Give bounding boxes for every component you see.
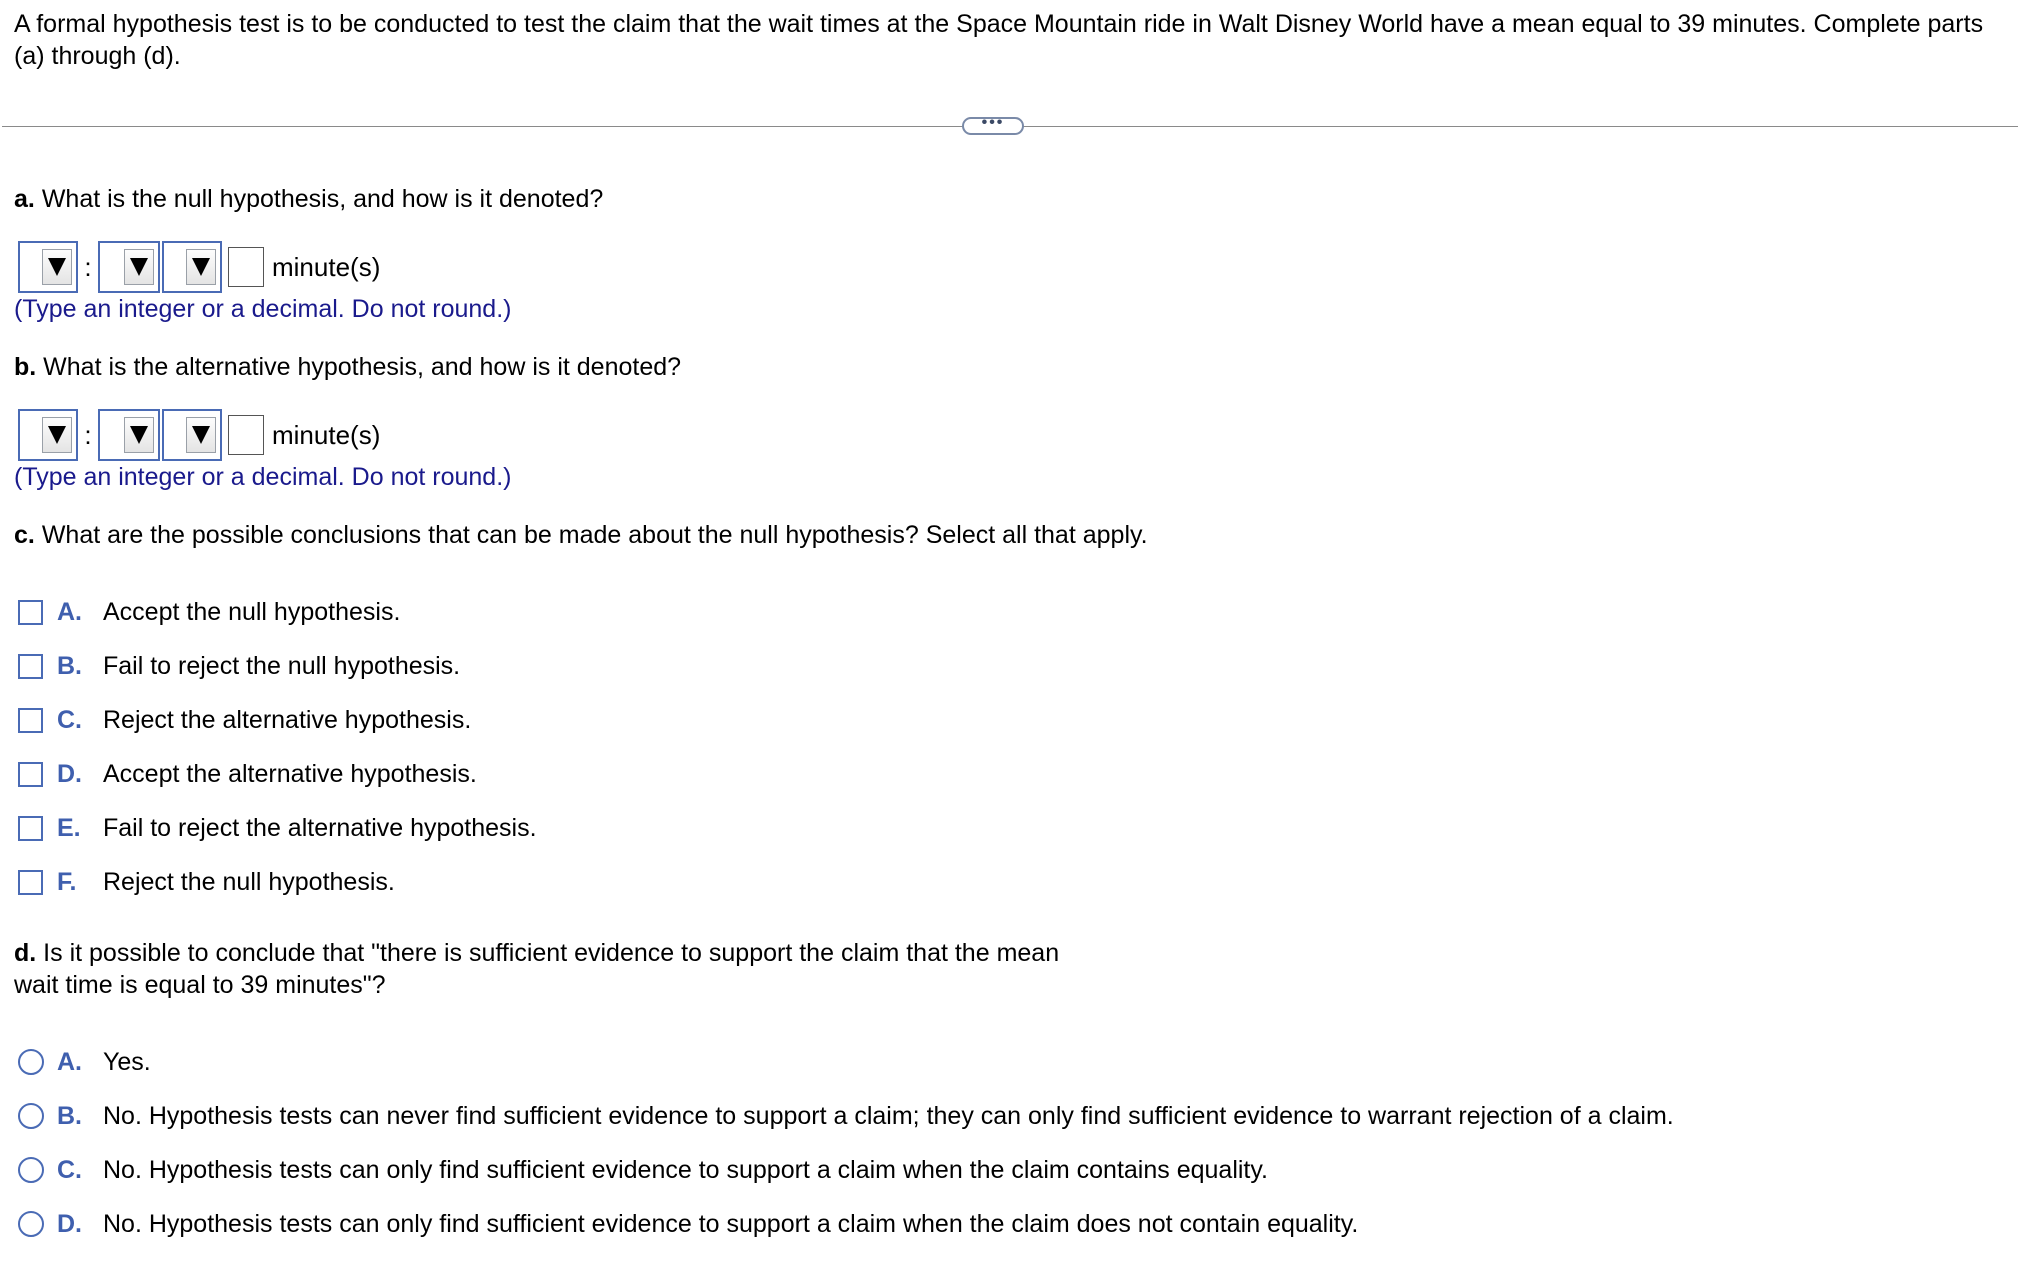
radio-button[interactable] [18,1157,44,1183]
checkbox[interactable] [18,762,43,787]
option-text: Fail to reject the alternative hypothesis. [103,813,537,842]
unit-label-b: minute(s) [272,419,381,450]
question-d-label: d. [14,939,37,967]
option-c-f[interactable] [18,866,395,898]
option-letter: D. [57,759,82,788]
colon-a: : [84,251,92,282]
hypothesis-symbol-dropdown-b[interactable] [18,409,78,461]
option-letter: C. [57,705,82,734]
option-text: No. Hypothesis tests can never find sufficient evidence to support a claim; they can only find sufficient evidence to warrant rejection of a claim. [103,1101,1674,1130]
option-text: Yes. [103,1047,151,1076]
ellipsis-icon: ••• [981,114,1005,131]
dropdown-arrow-icon [124,417,154,453]
dropdown-arrow-icon [42,417,72,453]
dropdown-arrow-icon [42,249,72,285]
relation-dropdown-b[interactable] [162,409,222,461]
option-c-e[interactable] [18,812,537,844]
hypothesis-symbol-dropdown-a[interactable] [18,241,78,293]
option-letter: A. [57,1047,82,1076]
option-letter: D. [57,1209,82,1238]
option-letter: B. [57,651,82,680]
option-letter: E. [57,813,81,842]
checkbox[interactable] [18,870,43,895]
checkbox[interactable] [18,816,43,841]
option-text: Accept the alternative hypothesis. [103,759,477,788]
option-text: Fail to reject the null hypothesis. [103,651,461,680]
dropdown-arrow-icon [186,249,216,285]
option-text: No. Hypothesis tests can only find sufficient evidence to support a claim when the claim does not contain equality. [103,1209,1359,1238]
option-d-c[interactable] [18,1154,1268,1186]
value-input-a[interactable] [228,247,264,287]
parameter-dropdown-b[interactable] [98,409,160,461]
question-b [14,351,681,383]
option-letter: F. [57,867,77,896]
dropdown-arrow-icon [186,417,216,453]
question-d [14,937,1059,1001]
option-d-b[interactable] [18,1100,1674,1132]
question-a-text: What is the null hypothesis, and how is it denoted? [41,185,604,213]
radio-button[interactable] [18,1049,44,1075]
option-text: Reject the alternative hypothesis. [103,705,472,734]
option-text: No. Hypothesis tests can only find sufficient evidence to support a claim when the claim contains equality. [103,1155,1268,1184]
unit-label-a: minute(s) [272,251,381,282]
question-c-text: What are the possible conclusions that can be made about the null hypothesis? Select all that apply. [41,521,1148,549]
option-c-b[interactable] [18,650,460,682]
hint-b: (Type an integer or a decimal. Do not round.) [14,463,512,491]
option-text: Accept the null hypothesis. [103,597,401,626]
hint-a: (Type an integer or a decimal. Do not round.) [14,295,512,323]
question-c-label: c. [14,521,35,549]
checkbox[interactable] [18,654,43,679]
option-letter: B. [57,1101,82,1130]
expand-more-button[interactable] [962,114,1024,135]
option-c-d[interactable] [18,758,477,790]
question-a-label: a. [14,185,35,213]
checkbox[interactable] [18,600,43,625]
question-d-text-line2: wait time is equal to 39 minutes"? [14,971,386,999]
value-input-b[interactable] [228,415,264,455]
option-d-d[interactable] [18,1208,1358,1240]
problem-statement: A formal hypothesis test is to be conducted to test the claim that the wait times at the Space Mountain ride in Walt Disney World have a mean equal to 39 minutes. Complete parts (a) through (d). [14,10,1984,70]
answer-row-a [18,241,380,293]
option-letter: C. [57,1155,82,1184]
radio-button[interactable] [18,1103,44,1129]
option-letter: A. [57,597,82,626]
checkbox[interactable] [18,708,43,733]
question-c [14,519,1148,551]
option-d-a[interactable] [18,1046,151,1078]
dropdown-arrow-icon [124,249,154,285]
colon-b: : [84,419,92,450]
option-text: Reject the null hypothesis. [103,867,395,896]
question-b-text: What is the alternative hypothesis, and how is it denoted? [43,353,682,381]
radio-button[interactable] [18,1211,44,1237]
question-a [14,183,603,215]
relation-dropdown-a[interactable] [162,241,222,293]
parameter-dropdown-a[interactable] [98,241,160,293]
question-d-text-line1: Is it possible to conclude that "there is sufficient evidence to support the claim that the mean [43,939,1060,967]
option-c-a[interactable] [18,596,400,628]
question-b-label: b. [14,353,37,381]
option-c-c[interactable] [18,704,471,736]
answer-row-b [18,409,380,461]
